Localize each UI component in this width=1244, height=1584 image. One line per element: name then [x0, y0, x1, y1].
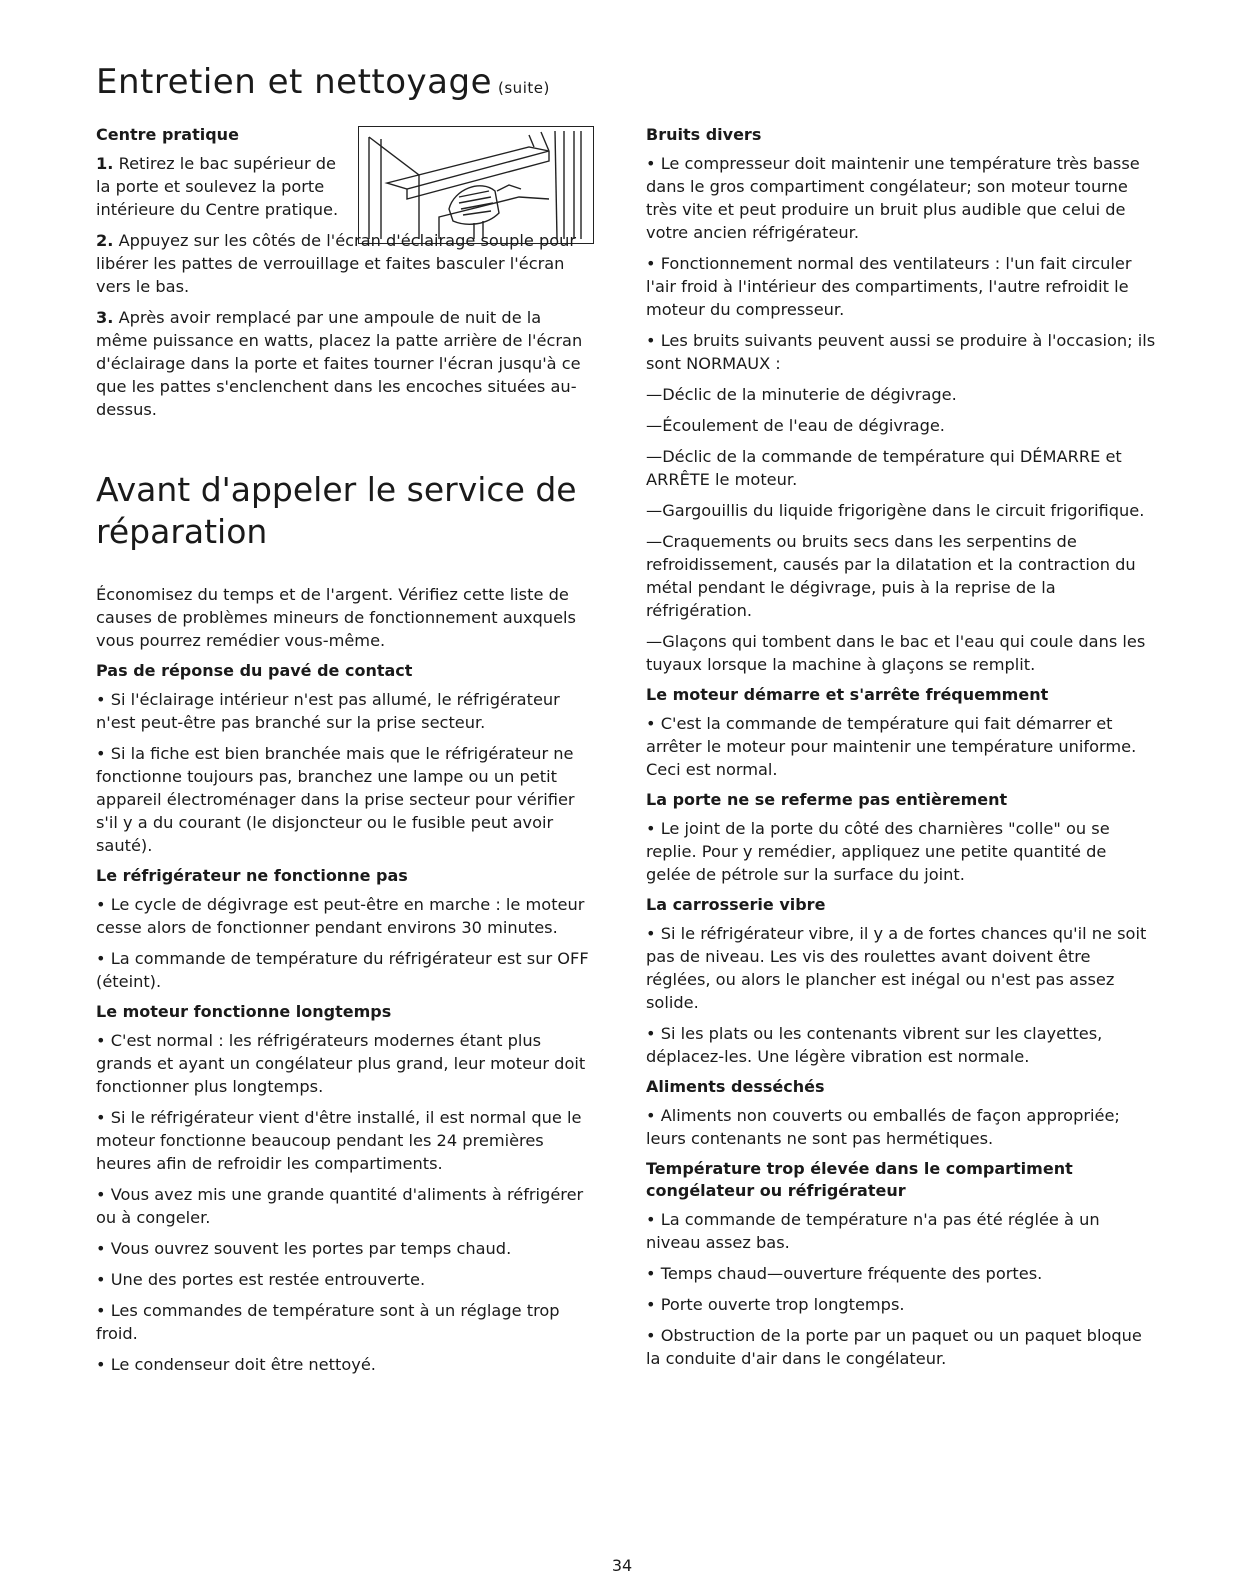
- longtemps-bullet-5: • Une des portes est restée entrouverte.: [96, 1270, 426, 1289]
- heading-aliments: Aliments desséchés: [646, 1077, 825, 1096]
- step-1: [96, 152, 354, 221]
- bruits-dash-3: —Déclic de la commande de température qui DÉMARRE et ARRÊTE le moteur.: [646, 447, 1122, 489]
- step-2: [96, 229, 596, 298]
- longtemps-bullet-4: • Vous ouvrez souvent les portes par temps chaud.: [96, 1239, 512, 1258]
- step-1-text: Retirez le bac supérieur de la porte et soulevez la porte intérieure du Centre pratique.: [96, 154, 339, 219]
- page-title: [96, 62, 550, 102]
- section-title: Avant d'appeler le service de réparation: [96, 470, 577, 551]
- bruits-bullet-2: • Fonctionnement normal des ventilateurs : l'un fait circuler l'air froid à l'intérieur des compartiments, l'autre refroidit le moteur du compresseur.: [646, 254, 1132, 319]
- heading-porte: La porte ne se referme pas entièrement: [646, 790, 1008, 809]
- left-column: [96, 124, 596, 1384]
- ne-fonctionne-bullet-1: • Le cycle de dégivrage est peut-être en marche : le moteur cesse alors de fonctionner pendant environs 30 minutes.: [96, 895, 585, 937]
- bruits-bullet-1: • Le compresseur doit maintenir une température très basse dans le gros compartiment congélateur; son moteur tourne très vite et peut produire un bruit plus audible que celui de votre ancien réfrigérateur.: [646, 154, 1140, 242]
- intro-paragraph: Économisez du temps et de l'argent. Vérifiez cette liste de causes de problèmes mineurs de fonctionnement auxquels vous pourrez remédier vous-même.: [96, 585, 576, 650]
- bruits-dash-2: —Écoulement de l'eau de dégivrage.: [646, 416, 945, 435]
- bruits-dash-4: —Gargouillis du liquide frigorigène dans le circuit frigorifique.: [646, 501, 1145, 520]
- temperature-bullet-3: • Porte ouverte trop longtemps.: [646, 1295, 905, 1314]
- porte-bullet-1: • Le joint de la porte du côté des charnières "colle" ou se replie. Pour y remédier, appliquez une petite quantité de gelée de pétrole sur la surface du joint.: [646, 819, 1110, 884]
- temperature-bullet-2: • Temps chaud—ouverture fréquente des portes.: [646, 1264, 1043, 1283]
- longtemps-bullet-3: • Vous avez mis une grande quantité d'aliments à réfrigérer ou à congeler.: [96, 1185, 584, 1227]
- step-3-text: Après avoir remplacé par une ampoule de nuit de la même puissance en watts, placez la patte arrière de l'écran d'éclairage dans la porte et faites tourner l'écran jusqu'à ce que les pattes s'enclenchent dans les encoches situées au-dessus.: [96, 308, 583, 419]
- temperature-bullet-4: • Obstruction de la porte par un paquet ou un paquet bloque la conduite d'air dans le congélateur.: [646, 1326, 1142, 1368]
- aliments-bullet-1: • Aliments non couverts ou emballés de façon appropriée; leurs contenants ne sont pas hermétiques.: [646, 1106, 1120, 1148]
- page-number: 34: [611, 1556, 633, 1575]
- step-3-number: 3.: [96, 308, 114, 327]
- demarre-bullet-1: • C'est la commande de température qui fait démarrer et arrêter le moteur pour maintenir une température uniforme. Ceci est normal.: [646, 714, 1137, 779]
- page-title-text: Entretien et nettoyage: [96, 62, 493, 102]
- longtemps-bullet-6: • Les commandes de température sont à un réglage trop froid.: [96, 1301, 560, 1343]
- step-1-number: 1.: [96, 154, 114, 173]
- step-2-number: 2.: [96, 231, 114, 250]
- page-title-suffix: (suite): [498, 79, 550, 97]
- heading-pas-reponse: Pas de réponse du pavé de contact: [96, 661, 413, 680]
- heading-temperature: Température trop élevée dans le compartiment congélateur ou réfrigérateur: [646, 1159, 1073, 1200]
- carrosserie-bullet-1: • Si le réfrigérateur vibre, il y a de fortes chances qu'il ne soit pas de niveau. Les vis des roulettes avant doivent être réglées, ou alors le plancher est inégal ou n'est pas assez solide.: [646, 924, 1147, 1012]
- centre-heading: Centre pratique: [96, 125, 239, 144]
- heading-bruits: Bruits divers: [646, 125, 762, 144]
- longtemps-bullet-7: • Le condenseur doit être nettoyé.: [96, 1355, 376, 1374]
- heading-ne-fonctionne: Le réfrigérateur ne fonctionne pas: [96, 866, 408, 885]
- heading-longtemps: Le moteur fonctionne longtemps: [96, 1002, 392, 1021]
- temperature-bullet-1: • La commande de température n'a pas été réglée à un niveau assez bas.: [646, 1210, 1100, 1252]
- longtemps-bullet-1: • C'est normal : les réfrigérateurs modernes étant plus grands et ayant un congélateur plus grand, leur moteur doit fonctionner plus longtemps.: [96, 1031, 586, 1096]
- pas-reponse-bullet-2: • Si la fiche est bien branchée mais que le réfrigérateur ne fonctionne toujours pas, branchez une lampe ou un petit appareil électroménager dans la prise secteur pour vérifier s'il y a du courant (le disjoncteur ou le fusible peut avoir sauté).: [96, 744, 575, 855]
- heading-carrosserie: La carrosserie vibre: [646, 895, 826, 914]
- step-2-text: Appuyez sur les côtés de l'écran d'éclairage souple pour libérer les pattes de verrouillage et faites basculer l'écran vers le bas.: [96, 231, 577, 296]
- bruits-dash-1: —Déclic de la minuterie de dégivrage.: [646, 385, 957, 404]
- pas-reponse-bullet-1: • Si l'éclairage intérieur n'est pas allumé, le réfrigérateur n'est peut-être pas branché sur la prise secteur.: [96, 690, 560, 732]
- bruits-bullet-3: • Les bruits suivants peuvent aussi se produire à l'occasion; ils sont NORMAUX :: [646, 331, 1156, 373]
- bruits-dash-5: —Craquements ou bruits secs dans les serpentins de refroidissement, causés par la dilatation et la contraction du métal pendant le dégivrage, puis à la reprise de la réfrigération.: [646, 532, 1136, 620]
- ne-fonctionne-bullet-2: • La commande de température du réfrigérateur est sur OFF (éteint).: [96, 949, 589, 991]
- carrosserie-bullet-2: • Si les plats ou les contenants vibrent sur les clayettes, déplacez-les. Une légère vibration est normale.: [646, 1024, 1103, 1066]
- step-3: [96, 306, 596, 421]
- longtemps-bullet-2: • Si le réfrigérateur vient d'être installé, il est normal que le moteur fonctionne beaucoup pendant les 24 premières heures afin de refroidir les compartiments.: [96, 1108, 582, 1173]
- heading-demarre: Le moteur démarre et s'arrête fréquemment: [646, 685, 1049, 704]
- right-column: [646, 124, 1156, 1378]
- bruits-dash-6: —Glaçons qui tombent dans le bac et l'eau qui coule dans les tuyaux lorsque la machine à glaçons se remplit.: [646, 632, 1146, 674]
